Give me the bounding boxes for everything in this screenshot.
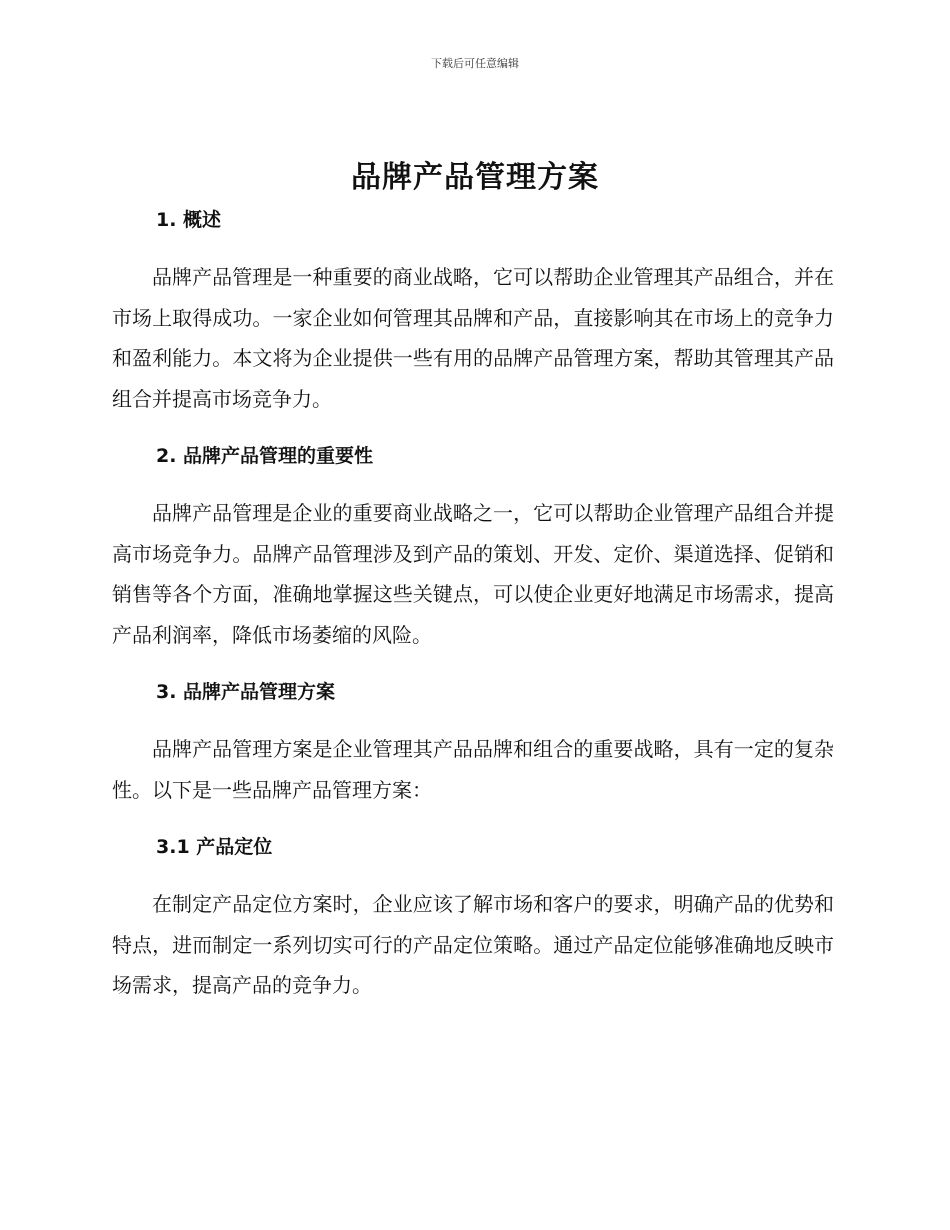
section-paragraph: 品牌产品管理方案是企业管理其产品品牌和组合的重要战略，具有一定的复杂性。以下是一些品牌产品管理方案： bbox=[112, 737, 834, 802]
section-heading: 3.1 产品定位 bbox=[156, 836, 273, 858]
section-heading: 1. 概述 bbox=[156, 209, 222, 231]
section-heading: 2. 品牌产品管理的重要性 bbox=[156, 445, 374, 467]
section-paragraph: 品牌产品管理是企业的重要商业战略之一，它可以帮助企业管理产品组合并提高市场竞争力。品牌产品管理涉及到产品的策划、开发、定价、渠道选择、促销和销售等各个方面，准确地掌握这些关键点，可以使企业更好地满足市场需求，提高产品利润率，降低市场萎缩的风险。 bbox=[112, 501, 834, 647]
section-plan bbox=[112, 677, 834, 832]
document-body bbox=[112, 205, 834, 1006]
section-overview bbox=[112, 205, 834, 441]
section-heading: 3. 品牌产品管理方案 bbox=[156, 681, 336, 703]
section-paragraph: 品牌产品管理是一种重要的商业战略，它可以帮助企业管理其产品组合，并在市场上取得成功。一家企业如何管理其品牌和产品，直接影响其在市场上的竞争力和盈利能力。本文将为企业提供一些有用的品牌产品管理方案，帮助其管理其产品组合并提高市场竞争力。 bbox=[112, 265, 834, 411]
section-paragraph: 在制定产品定位方案时，企业应该了解市场和客户的要求，明确产品的优势和特点，进而制定一系列切实可行的产品定位策略。通过产品定位能够准确地反映市场需求，提高产品的竞争力。 bbox=[112, 892, 834, 997]
header-note: 下载后可任意编辑 bbox=[431, 57, 519, 70]
section-importance bbox=[112, 441, 834, 677]
document-title: 品牌产品管理方案 bbox=[351, 160, 599, 195]
section-positioning bbox=[112, 832, 834, 1006]
